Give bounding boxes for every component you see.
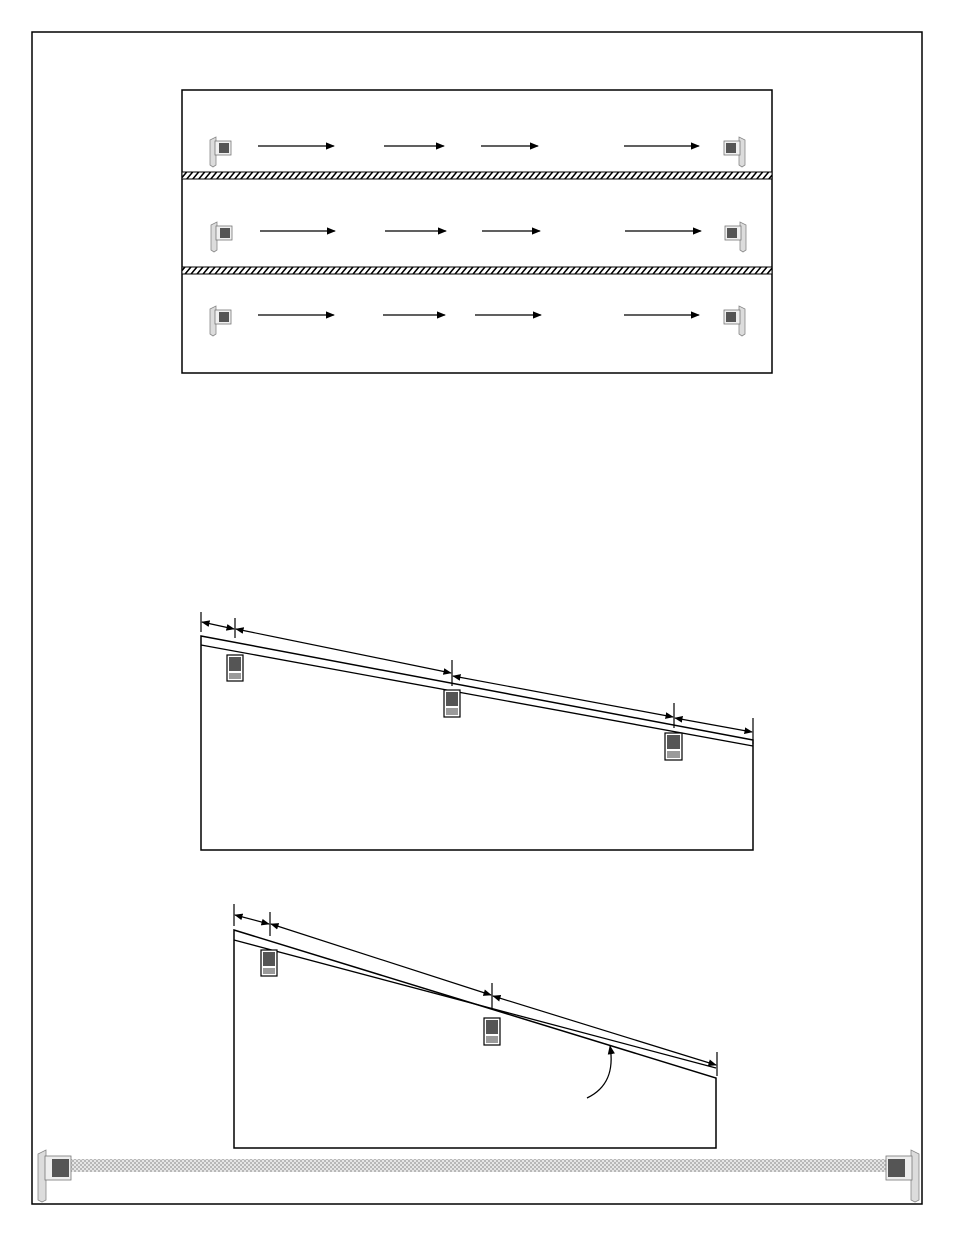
dimension-arrow — [202, 622, 234, 629]
lane-separator — [182, 172, 772, 179]
detector-icon — [261, 950, 277, 976]
beam-bar — [38, 1150, 919, 1202]
detector-icon — [227, 655, 243, 681]
dimension-arrow — [235, 915, 269, 924]
wall-outline — [234, 930, 716, 1148]
sloped-wall-figure-1 — [201, 612, 753, 850]
sloped-wall-figure-2 — [234, 904, 717, 1148]
detector-icon — [444, 690, 460, 717]
receiver-icon — [886, 1150, 919, 1202]
lane-separator — [182, 267, 772, 274]
transmitter-icon — [38, 1150, 71, 1202]
beam — [66, 1159, 890, 1172]
detector-icon — [484, 1018, 500, 1045]
lanes-figure — [182, 90, 772, 373]
detector-icon — [665, 733, 682, 760]
